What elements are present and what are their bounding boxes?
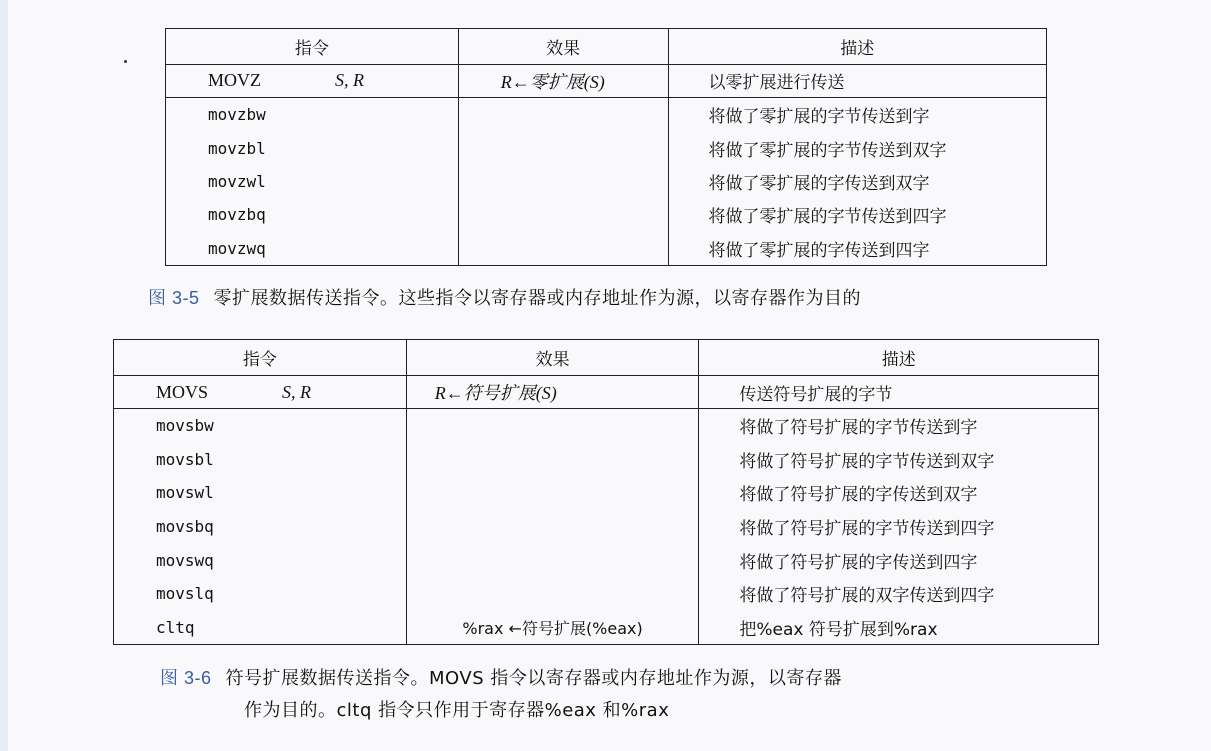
effect-cell <box>406 543 699 577</box>
general-operands: S, R <box>335 70 364 91</box>
description-cell: 将做了符号扩展的字节传送到四字 <box>739 519 995 540</box>
instruction-cell: movzbq <box>166 198 459 231</box>
description-cell: 将做了零扩展的字节传送到双字 <box>708 140 947 161</box>
effect-cell <box>406 476 699 510</box>
description-cell: 将做了零扩展的字节传送到字 <box>708 107 930 128</box>
figure-label: 图 3-6 <box>160 668 212 688</box>
general-operands: S, R <box>282 381 312 402</box>
table-row <box>114 409 1099 443</box>
effect-cell <box>406 577 699 611</box>
description-cell: 将做了符号扩展的字节传送到双字 <box>739 451 995 472</box>
instruction-cell: movsbw <box>114 409 407 443</box>
instruction-cell: cltq <box>114 610 407 644</box>
caption-line-1: 符号扩展数据传送指令。MOVS 指令以寄存器或内存地址作为源，以寄存器 <box>225 668 842 689</box>
effect-cell: %rax ←符号扩展(%eax) <box>406 610 699 644</box>
table-row <box>114 610 1099 644</box>
caption-line-2: 作为目的。cltq 指令只作用于寄存器%eax 和%rax <box>244 700 670 721</box>
header-description: 描述 <box>668 29 1047 65</box>
general-op: MOVZ <box>208 70 261 91</box>
effect-cell <box>458 165 668 198</box>
sign-extend-table <box>113 339 1099 645</box>
table-row <box>114 577 1099 611</box>
figure-caption-3-5 <box>148 284 861 310</box>
instruction-cell: movsbl <box>114 443 407 477</box>
general-description: 传送符号扩展的字节 <box>699 376 1099 409</box>
description-cell: 将做了符号扩展的字传送到双字 <box>739 485 978 506</box>
table-row <box>166 232 1047 266</box>
effect-cell <box>458 198 668 231</box>
effect-cell <box>458 232 668 266</box>
table-header-row <box>114 340 1099 376</box>
instruction-cell: movzwq <box>166 232 459 266</box>
table-row <box>166 198 1047 231</box>
instruction-cell: movswl <box>114 476 407 510</box>
effect-cell <box>406 510 699 544</box>
caption-text: 零扩展数据传送指令。这些指令以寄存器或内存地址作为源，以寄存器作为目的 <box>213 288 862 309</box>
figure-label: 图 3-5 <box>148 288 200 308</box>
general-description: 以零扩展进行传送 <box>668 64 1047 97</box>
page-edge <box>0 0 8 751</box>
general-effect: R←符号扩展(S) <box>406 376 699 409</box>
description-cell: 将做了符号扩展的双字传送到四字 <box>739 586 995 607</box>
figure-caption-3-6 <box>160 662 1060 727</box>
table-row <box>166 97 1047 131</box>
header-instruction: 指令 <box>166 29 459 65</box>
header-description: 描述 <box>699 340 1099 376</box>
table-row <box>114 543 1099 577</box>
effect-cell <box>458 131 668 164</box>
table-row <box>166 131 1047 164</box>
table-row <box>114 510 1099 544</box>
header-instruction: 指令 <box>114 340 407 376</box>
scan-speck <box>124 60 127 63</box>
header-effect: 效果 <box>406 340 699 376</box>
instruction-cell: movswq <box>114 543 407 577</box>
general-form-row <box>114 376 1099 409</box>
table-row <box>166 165 1047 198</box>
description-cell: 将做了零扩展的字传送到四字 <box>708 240 930 261</box>
instruction-cell: movsbq <box>114 510 407 544</box>
effect-cell <box>406 443 699 477</box>
general-op: MOVS <box>156 381 209 402</box>
description-cell: 将做了符号扩展的字传送到四字 <box>739 552 978 573</box>
table-row <box>114 443 1099 477</box>
description-cell: 将做了符号扩展的字节传送到字 <box>739 418 978 439</box>
description-cell: 将做了零扩展的字传送到双字 <box>708 173 930 194</box>
general-effect: R←零扩展(S) <box>458 64 668 97</box>
table-header-row <box>166 29 1047 65</box>
instruction-cell: movzwl <box>166 165 459 198</box>
effect-cell <box>458 97 668 131</box>
description-cell: 把%eax 符号扩展到%rax <box>739 619 938 640</box>
table-row <box>114 476 1099 510</box>
header-effect: 效果 <box>458 29 668 65</box>
instruction-cell: movzbw <box>166 97 459 131</box>
general-form-row <box>166 64 1047 97</box>
instruction-cell: movslq <box>114 577 407 611</box>
description-cell: 将做了零扩展的字节传送到四字 <box>708 207 947 228</box>
instruction-cell: movzbl <box>166 131 459 164</box>
zero-extend-table <box>165 28 1047 266</box>
effect-cell <box>406 409 699 443</box>
